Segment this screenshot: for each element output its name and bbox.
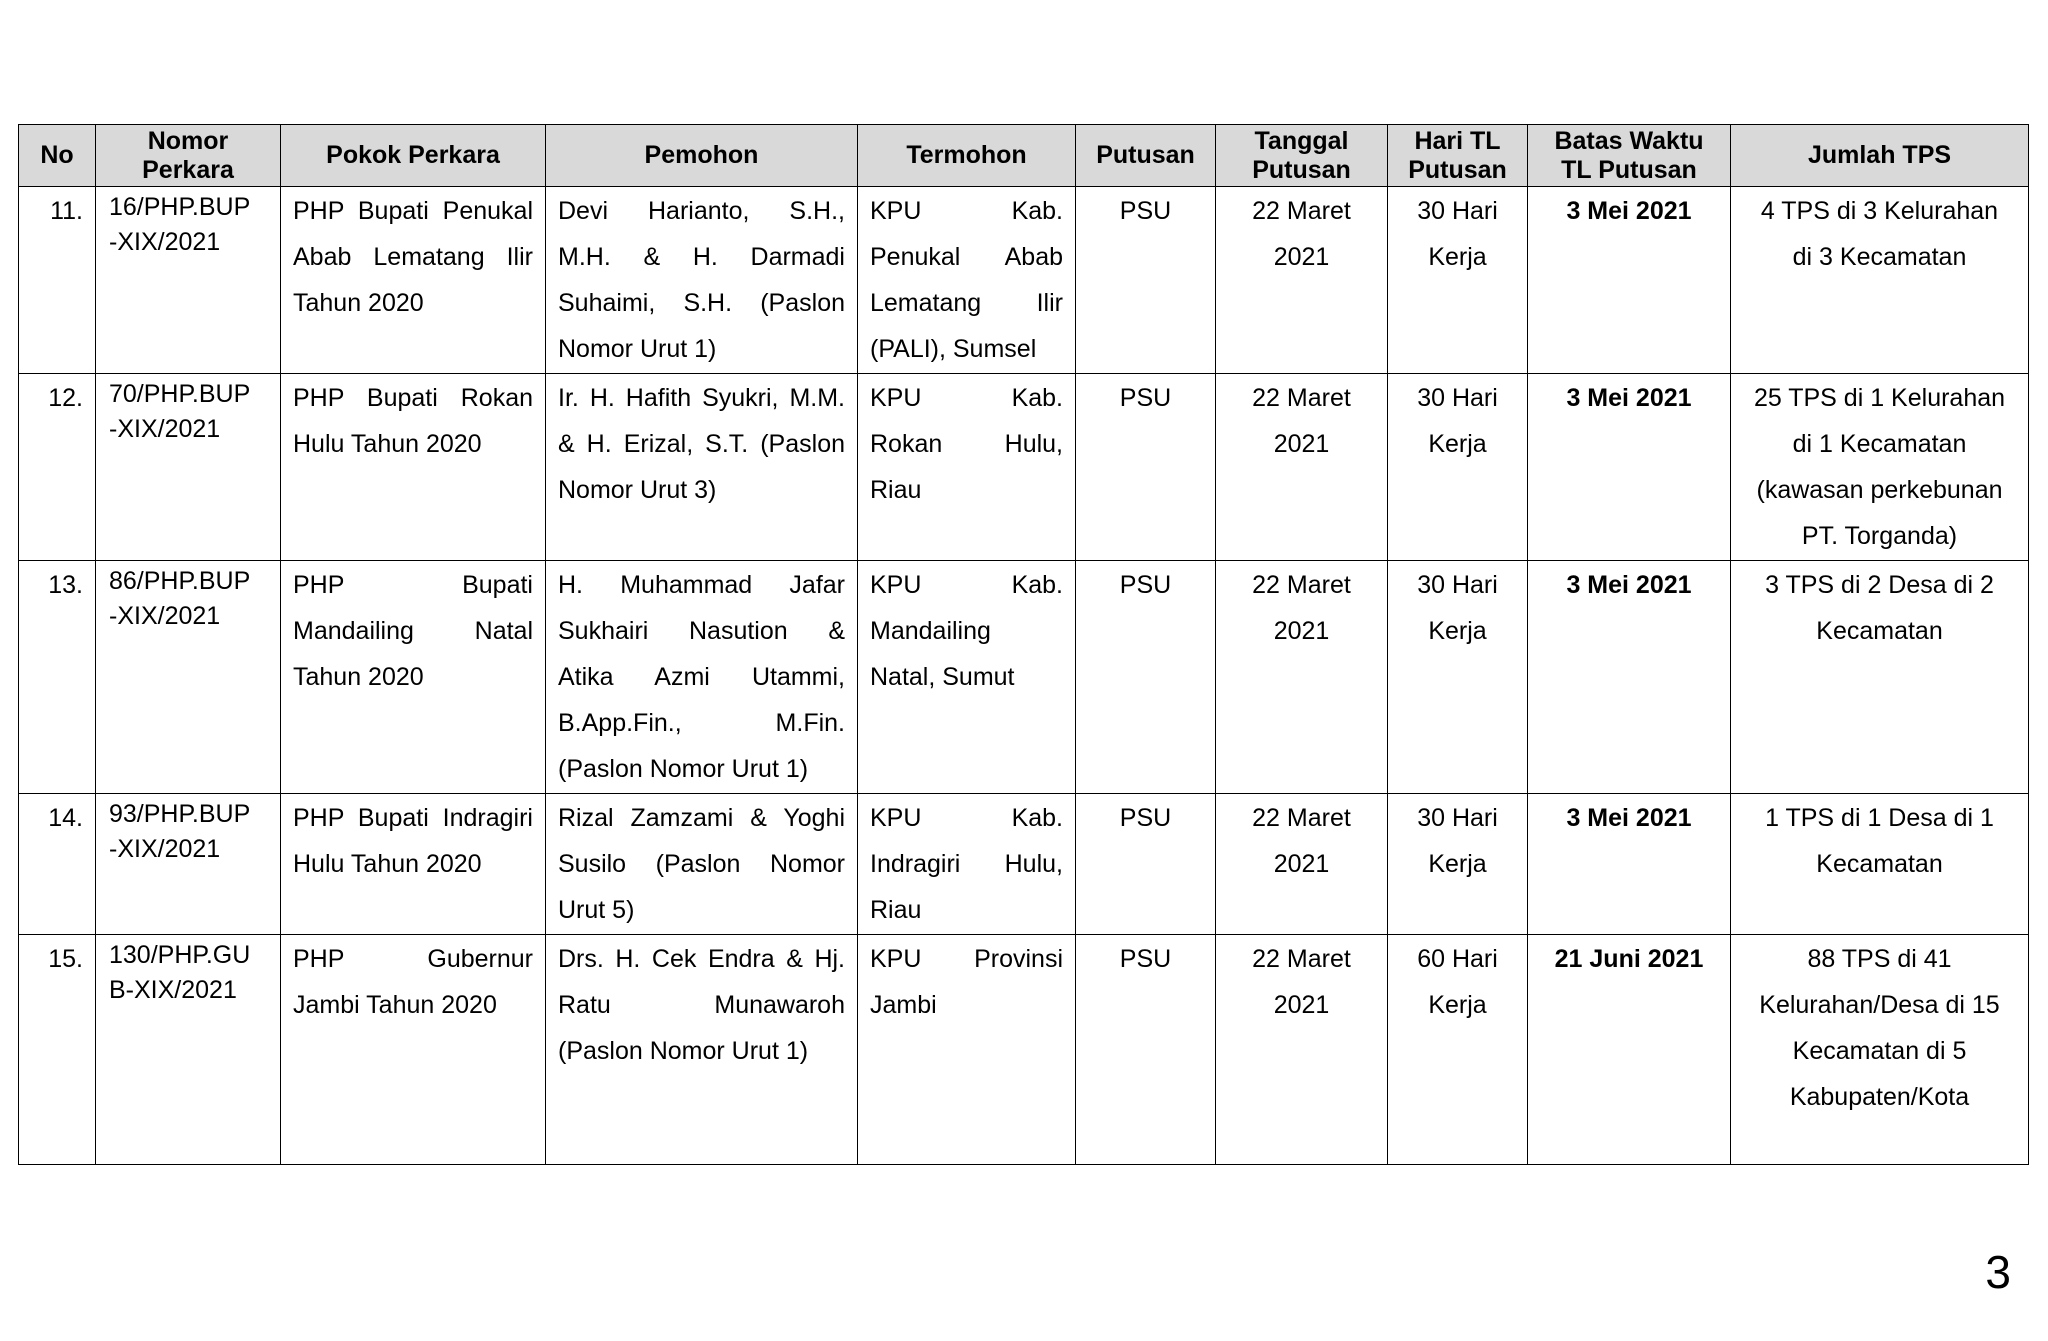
cell-pemohon (546, 794, 858, 935)
cell-batas-waktu-text: 21 Juni 2021 (1554, 945, 1704, 973)
text-line: Kerja (1428, 243, 1487, 271)
table-row (19, 794, 2029, 935)
text-line: KPU Kab. (870, 197, 1063, 225)
text-line: H. Muhammad Jafar (558, 571, 845, 599)
text-line: Tahun 2020 (293, 663, 424, 691)
cell-batas-waktu (1528, 561, 1731, 794)
text-line: 86/PHP.BUP (109, 567, 251, 595)
cell-batas-waktu (1528, 935, 1731, 1165)
cell-putusan-text: PSU (1119, 384, 1172, 412)
cell-hari-tl-putusan (1388, 561, 1528, 794)
text-line: KPU Kab. (870, 384, 1063, 412)
cell-tanggal-putusan (1216, 794, 1388, 935)
header-pokok-perkara: Pokok Perkara (281, 125, 546, 187)
text-line: Mandailing (870, 617, 991, 645)
text-line: -XIX/2021 (109, 602, 221, 630)
cell-no-text: 15. (48, 945, 83, 973)
cell-jumlah-tps (1731, 187, 2029, 374)
text-line: Kerja (1428, 991, 1487, 1019)
cell-putusan-text: PSU (1119, 804, 1172, 832)
cell-jumlah-tps-text (1732, 375, 2027, 559)
cell-tanggal-putusan (1216, 935, 1388, 1165)
cell-hari-tl-putusan (1388, 374, 1528, 561)
cell-putusan-text: PSU (1119, 571, 1172, 599)
header-batas-waktu: Batas Waktu TL Putusan (1528, 125, 1731, 187)
text-line: PT. Torganda) (1801, 522, 1958, 550)
cell-jumlah-tps (1731, 561, 2029, 794)
cell-no (19, 561, 96, 794)
cell-tanggal-putusan (1216, 187, 1388, 374)
cell-jumlah-tps-text (1732, 188, 2027, 280)
cell-putusan (1076, 561, 1216, 794)
text-line: 93/PHP.BUP (109, 800, 251, 828)
text-line: PHP Bupati (293, 571, 533, 599)
cell-nomor-perkara (96, 935, 281, 1165)
text-line: KPU Kab. (870, 804, 1063, 832)
text-line: Urut 5) (558, 896, 635, 924)
text-line: Riau (870, 896, 922, 924)
cell-pokok-perkara (281, 374, 546, 561)
text-line: Kerja (1428, 850, 1487, 878)
cell-pokok-perkara-text (282, 188, 544, 326)
text-line: 22 Maret (1252, 384, 1351, 412)
text-line: Natal, Sumut (870, 663, 1015, 691)
cell-jumlah-tps-text (1732, 936, 2027, 1120)
cell-hari-tl-putusan (1388, 187, 1528, 374)
text-line: Kecamatan di 5 (1792, 1037, 1967, 1065)
cell-nomor-perkara-text (97, 795, 279, 867)
cell-pokok-perkara-text (282, 936, 544, 1028)
cell-termohon (858, 561, 1076, 794)
text-line: 30 Hari (1417, 384, 1498, 412)
header-jumlah-tps: Jumlah TPS (1731, 125, 2029, 187)
text-line: Riau (870, 476, 922, 504)
text-line: Nomor Urut 1) (558, 335, 717, 363)
text-line: Drs. H. Cek Endra & Hj. (558, 945, 845, 973)
text-line: KPU Kab. (870, 571, 1063, 599)
cell-batas-waktu (1528, 374, 1731, 561)
table-row (19, 374, 2029, 561)
cell-termohon (858, 794, 1076, 935)
text-line: -XIX/2021 (109, 835, 221, 863)
cell-termohon-text (859, 795, 1074, 933)
cell-nomor-perkara-text (97, 375, 279, 447)
text-line: 30 Hari (1417, 197, 1498, 225)
header-tanggal-putusan: Tanggal Putusan (1216, 125, 1388, 187)
cell-pemohon-text (547, 375, 856, 513)
cell-nomor-perkara (96, 374, 281, 561)
cell-putusan (1076, 935, 1216, 1165)
text-line: Kerja (1428, 617, 1487, 645)
cell-termohon (858, 374, 1076, 561)
text-line: -XIX/2021 (109, 228, 221, 256)
text-line: Susilo (Paslon Nomor (558, 850, 845, 878)
text-line: M.H. & H. Darmadi (558, 243, 845, 271)
text-line: B.App.Fin., M.Fin. (558, 709, 845, 737)
text-line: PHP Bupati Rokan (293, 384, 533, 412)
text-line: di 1 Kecamatan (1792, 430, 1967, 458)
cell-nomor-perkara-text (97, 562, 279, 634)
cell-pokok-perkara (281, 561, 546, 794)
psu-decision-table (18, 124, 2029, 1165)
cell-pokok-perkara (281, 935, 546, 1165)
header-putusan: Putusan (1076, 125, 1216, 187)
cell-termohon-text (859, 936, 1074, 1028)
cell-nomor-perkara (96, 187, 281, 374)
cell-tanggal-putusan-text (1217, 936, 1386, 1028)
cell-pemohon (546, 561, 858, 794)
cell-tanggal-putusan-text (1217, 795, 1386, 887)
text-line: Rokan Hulu, (870, 430, 1063, 458)
text-line: Hulu Tahun 2020 (293, 430, 482, 458)
cell-no-text: 12. (48, 384, 83, 412)
text-line: & H. Erizal, S.T. (Paslon (558, 430, 845, 458)
cell-batas-waktu (1528, 794, 1731, 935)
cell-pemohon-text (547, 936, 856, 1074)
text-line: Abab Lematang Ilir (293, 243, 533, 271)
cell-pemohon-text (547, 562, 856, 792)
text-line: Jambi (870, 991, 937, 1019)
page-number: 3 (1985, 1246, 2011, 1298)
text-line: Kabupaten/Kota (1789, 1083, 1970, 1111)
text-line: -XIX/2021 (109, 415, 221, 443)
text-line: KPU Provinsi (870, 945, 1063, 973)
text-line: 2021 (1273, 617, 1330, 645)
cell-tanggal-putusan (1216, 374, 1388, 561)
text-line: 60 Hari (1417, 945, 1498, 973)
text-line: Penukal Abab (870, 243, 1063, 271)
text-line: 1 TPS di 1 Desa di 1 (1765, 804, 1994, 832)
cell-no (19, 187, 96, 374)
text-line: Kecamatan (1816, 850, 1943, 878)
text-line: 3 TPS di 2 Desa di 2 (1765, 571, 1994, 599)
table-row (19, 561, 2029, 794)
cell-pokok-perkara-text (282, 562, 544, 700)
cell-jumlah-tps-text (1732, 562, 2027, 654)
text-line: Ir. H. Hafith Syukri, M.M. (558, 384, 845, 412)
text-line: (Paslon Nomor Urut 1) (558, 755, 809, 783)
cell-no (19, 374, 96, 561)
text-line: Atika Azmi Utammi, (558, 663, 845, 691)
cell-hari-tl-putusan (1388, 794, 1528, 935)
text-line: 22 Maret (1252, 571, 1351, 599)
text-line: Ratu Munawaroh (558, 991, 845, 1019)
cell-batas-waktu-text: 3 Mei 2021 (1566, 197, 1692, 225)
text-line: Kecamatan (1816, 617, 1943, 645)
text-line: Kelurahan/Desa di 15 (1759, 991, 2000, 1019)
header-no: No (19, 125, 96, 187)
text-line: 2021 (1273, 850, 1330, 878)
text-line: PHP Bupati Indragiri (293, 804, 533, 832)
cell-nomor-perkara (96, 561, 281, 794)
cell-hari-tl-putusan-text (1389, 936, 1526, 1028)
cell-no-text: 13. (48, 571, 83, 599)
text-line: 88 TPS di 41 (1807, 945, 1952, 973)
cell-putusan (1076, 794, 1216, 935)
cell-tanggal-putusan-text (1217, 188, 1386, 280)
text-line: Hulu Tahun 2020 (293, 850, 482, 878)
text-line: Lematang Ilir (870, 289, 1063, 317)
text-line: Indragiri Hulu, (870, 850, 1063, 878)
text-line: 30 Hari (1417, 804, 1498, 832)
text-line: 130/PHP.GU (109, 941, 251, 969)
cell-hari-tl-putusan-text (1389, 795, 1526, 887)
text-line: 2021 (1273, 991, 1330, 1019)
cell-hari-tl-putusan-text (1389, 188, 1526, 280)
cell-batas-waktu-text: 3 Mei 2021 (1566, 804, 1692, 832)
text-line: PHP Gubernur (293, 945, 533, 973)
text-line: 30 Hari (1417, 571, 1498, 599)
text-line: Sukhairi Nasution & (558, 617, 845, 645)
cell-hari-tl-putusan (1388, 935, 1528, 1165)
cell-pemohon-text (547, 188, 856, 372)
cell-termohon-text (859, 562, 1074, 700)
cell-batas-waktu-text: 3 Mei 2021 (1566, 384, 1692, 412)
cell-batas-waktu-text: 3 Mei 2021 (1566, 571, 1692, 599)
text-line: 16/PHP.BUP (109, 193, 251, 221)
cell-batas-waktu (1528, 187, 1731, 374)
text-line: Nomor Urut 3) (558, 476, 717, 504)
cell-jumlah-tps (1731, 935, 2029, 1165)
text-line: 22 Maret (1252, 945, 1351, 973)
cell-no-text: 11. (50, 197, 83, 225)
cell-jumlah-tps-text (1732, 795, 2027, 887)
header-pemohon: Pemohon (546, 125, 858, 187)
text-line: PHP Bupati Penukal (293, 197, 533, 225)
text-line: (kawasan perkebunan (1756, 476, 2003, 504)
cell-putusan (1076, 374, 1216, 561)
cell-nomor-perkara-text (97, 936, 279, 1008)
text-line: Jambi Tahun 2020 (293, 991, 497, 1019)
cell-termohon (858, 187, 1076, 374)
cell-putusan-text: PSU (1119, 945, 1172, 973)
text-line: B-XIX/2021 (109, 976, 237, 1004)
cell-tanggal-putusan (1216, 561, 1388, 794)
cell-pemohon (546, 935, 858, 1165)
text-line: (Paslon Nomor Urut 1) (558, 1037, 809, 1065)
cell-nomor-perkara (96, 794, 281, 935)
text-line: 70/PHP.BUP (109, 380, 251, 408)
text-line: Rizal Zamzami & Yoghi (558, 804, 845, 832)
cell-jumlah-tps (1731, 794, 2029, 935)
cell-pemohon (546, 187, 858, 374)
text-line: di 3 Kecamatan (1792, 243, 1967, 271)
cell-termohon-text (859, 188, 1074, 372)
cell-no-text: 14. (48, 804, 83, 832)
cell-tanggal-putusan-text (1217, 562, 1386, 654)
text-line: 4 TPS di 3 Kelurahan (1760, 197, 1999, 225)
cell-pokok-perkara-text (282, 795, 544, 887)
cell-putusan-text: PSU (1119, 197, 1172, 225)
cell-no (19, 794, 96, 935)
text-line: 2021 (1273, 243, 1330, 271)
cell-termohon (858, 935, 1076, 1165)
cell-jumlah-tps (1731, 374, 2029, 561)
text-line: Kerja (1428, 430, 1487, 458)
cell-nomor-perkara-text (97, 188, 279, 260)
text-line: 25 TPS di 1 Kelurahan (1753, 384, 2006, 412)
cell-pokok-perkara (281, 187, 546, 374)
text-line: 2021 (1273, 430, 1330, 458)
text-line: Devi Harianto, S.H., (558, 197, 845, 225)
header-row (19, 125, 2029, 187)
cell-pemohon (546, 374, 858, 561)
header-termohon: Termohon (858, 125, 1076, 187)
cell-pokok-perkara (281, 794, 546, 935)
text-line: Suhaimi, S.H. (Paslon (558, 289, 845, 317)
cell-pokok-perkara-text (282, 375, 544, 467)
text-line: 22 Maret (1252, 804, 1351, 832)
cell-termohon-text (859, 375, 1074, 513)
cell-no (19, 935, 96, 1165)
header-hari-tl-putusan: Hari TL Putusan (1388, 125, 1528, 187)
table-row (19, 935, 2029, 1165)
cell-hari-tl-putusan-text (1389, 375, 1526, 467)
text-line: 22 Maret (1252, 197, 1351, 225)
text-line: (PALI), Sumsel (870, 335, 1037, 363)
cell-pemohon-text (547, 795, 856, 933)
cell-putusan (1076, 187, 1216, 374)
cell-tanggal-putusan-text (1217, 375, 1386, 467)
text-line: Mandailing Natal (293, 617, 533, 645)
text-line: Tahun 2020 (293, 289, 424, 317)
header-nomor-perkara: Nomor Perkara (96, 125, 281, 187)
cell-hari-tl-putusan-text (1389, 562, 1526, 654)
table-row (19, 187, 2029, 374)
